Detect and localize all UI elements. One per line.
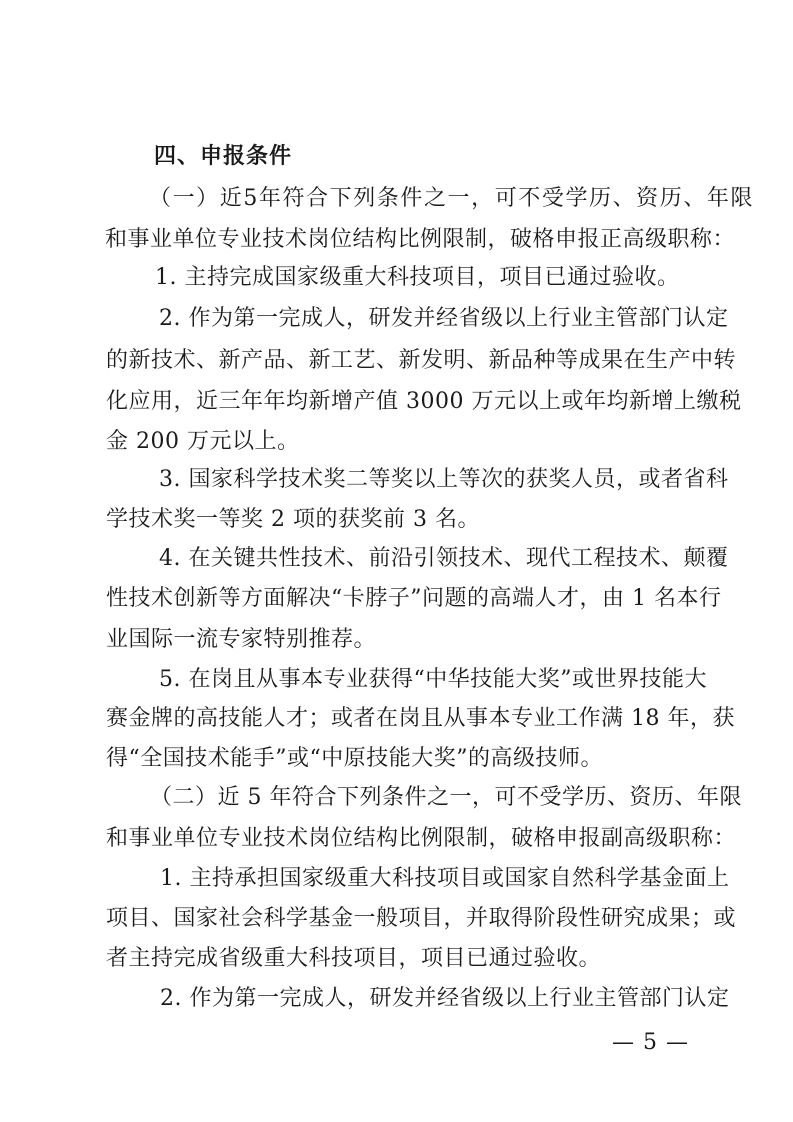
paragraph-line: 4. 在关键共性技术、前沿引领技术、现代工程技术、颠覆 <box>159 546 729 571</box>
paragraph-line: 和事业单位专业技术岗位结构比例限制，破格申报副高级职称： <box>106 826 737 851</box>
paragraph-line: 学技术奖一等奖 2 项的获奖前 3 名。 <box>106 507 480 532</box>
paragraph-line: 性技术创新等方面解决“卡脖子”问题的高端人才，由 1 名本行 <box>106 586 722 611</box>
paragraph-line: 的新技术、新产品、新工艺、新发明、新品种等成果在生产中转 <box>106 348 737 373</box>
paragraph-line: 2. 作为第一完成人，研发并经省级以上行业主管部门认定 <box>160 986 730 1011</box>
paragraph-line: （二）近 5 年符合下列条件之一，可不受学历、资历、年限 <box>150 785 742 810</box>
paragraph-line: 业国际一流专家特别推荐。 <box>106 627 377 652</box>
paragraph-line: 赛金牌的高技能人才；或者在岗且从事本专业工作满 18 年，获 <box>106 706 735 731</box>
page-number: — 5 — <box>612 1030 689 1055</box>
paragraph-line: 1. 主持完成国家级重大科技项目，项目已通过验收。 <box>155 265 680 290</box>
paragraph-line: 2. 作为第一完成人，研发并经省级以上行业主管部门认定 <box>159 306 729 331</box>
paragraph-line: 得“全国技术能手”或“中原技能大奖”的高级技师。 <box>106 746 603 771</box>
paragraph-line: 金 200 万元以上。 <box>106 429 300 454</box>
paragraph-line: 者主持完成省级重大科技项目，项目已通过验收。 <box>106 946 602 971</box>
paragraph-line: 1. 主持承担国家级重大科技项目或国家自然科学基金面上 <box>160 866 730 891</box>
paragraph-line: 和事业单位专业技术岗位结构比例限制，破格申报正高级职称： <box>105 227 736 252</box>
paragraph-line: 化应用，近三年年均新增产值 3000 万元以上或年均新增上缴税 <box>106 389 742 414</box>
paragraph-line: 项目、国家社会科学基金一般项目，并取得阶段性研究成果；或 <box>106 906 737 931</box>
paragraph-line: （一）近5年符合下列条件之一，可不受学历、资历、年限 <box>149 186 753 211</box>
paragraph-line: 3. 国家科学技术奖二等奖以上等次的获奖人员，或者省科 <box>159 467 729 492</box>
paragraph-line: 5. 在岗且从事本专业获得“中华技能大奖”或世界技能大 <box>159 667 707 692</box>
section-heading: 四、申报条件 <box>154 144 293 169</box>
